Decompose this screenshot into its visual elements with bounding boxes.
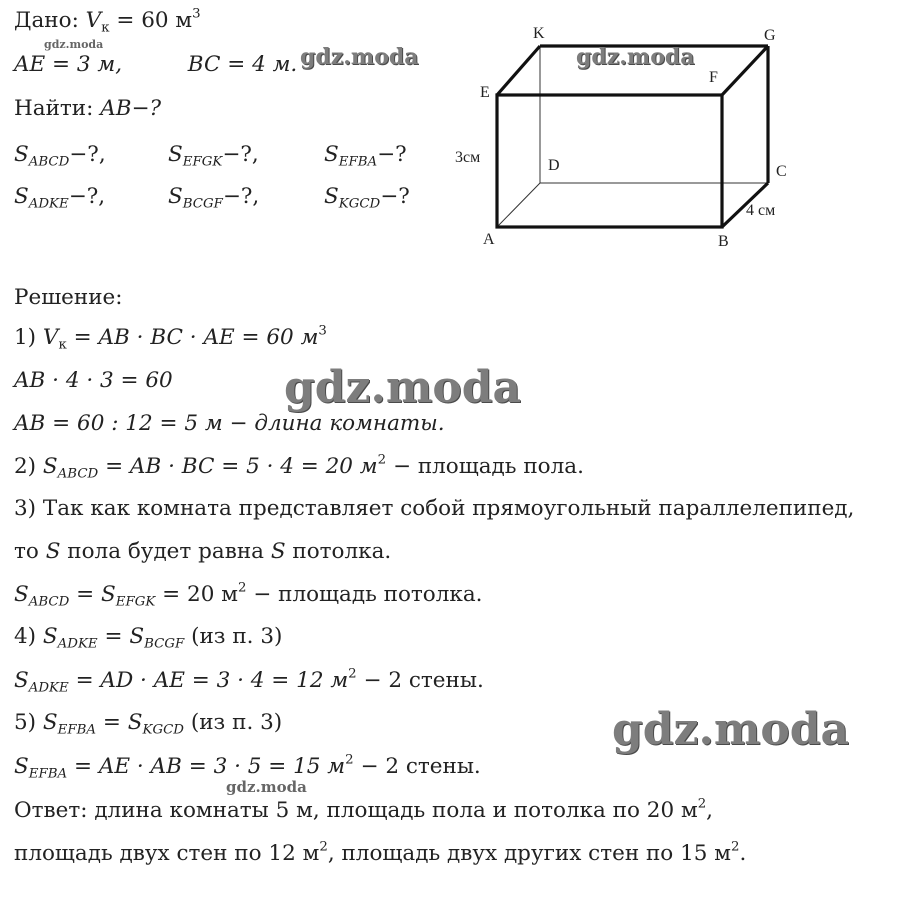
vertex-f: F bbox=[709, 69, 718, 86]
watermark-top-right: gdz.moda bbox=[576, 44, 695, 70]
edge-ad bbox=[497, 183, 540, 227]
vertex-d: D bbox=[548, 157, 560, 174]
vertex-c: C bbox=[776, 163, 787, 180]
edge-fg bbox=[722, 46, 768, 95]
hidden-edges bbox=[497, 46, 768, 227]
given-volume-line: Дано: $V_к = 60$ $м^3$ bbox=[14, 6, 201, 36]
solution-step-2: 2) $S_{ABCD}$ = AB · BC = 5 · 4 = 20 $м^2$ − площадь пола. bbox=[14, 452, 584, 482]
label-depth: 4 см bbox=[746, 202, 776, 219]
label-height: 3см bbox=[455, 149, 481, 166]
solution-step-3-line-1: 3) Так как комната представляет собой прямоугольный параллелепипед, bbox=[14, 496, 855, 521]
find-areas-row-1: $S_{ABCD}-$?, $S_{EFGK}-$?, $S_{EFBA}-$? bbox=[14, 142, 407, 170]
watermark-small-bottom: gdz.moda bbox=[226, 778, 307, 796]
solution-step-5-formula: $S_{EFBA}$ = AE · AB = 3 · 5 = 15 $м^2 - 2$ стены. bbox=[14, 752, 481, 782]
vertex-a: A bbox=[483, 231, 495, 248]
solution-heading: Решение: bbox=[14, 285, 123, 310]
front-face bbox=[497, 95, 722, 227]
answer-line-2: площадь двух стен по 12 $м^2$, площадь двух других стен по 15 $м^2$. bbox=[14, 839, 747, 866]
watermark-bottom-right: gdz.moda bbox=[612, 704, 850, 755]
watermark-top-left: gdz.moda bbox=[300, 44, 419, 70]
solution-step-1-calc: AB · 4 · 3 = 60 bbox=[14, 368, 173, 393]
vertex-e: E bbox=[480, 84, 490, 101]
solution-step-1: 1) $V_к$ = AB · BC · AE = 60 $м^3$ bbox=[14, 323, 327, 353]
edge-ek bbox=[497, 46, 540, 95]
answer-line-1: Ответ: длина комнаты 5 м, площадь пола и потолка по 20 $м^2$, bbox=[14, 796, 714, 823]
vertex-b: B bbox=[718, 233, 729, 250]
find-areas-row-2: $S_{ADKE}-$?, $S_{BCGF}-$?, $S_{KGCD}-$? bbox=[14, 184, 410, 212]
vertex-g: G bbox=[764, 27, 776, 44]
find-line: Найти: AB−? bbox=[14, 96, 162, 121]
vertex-k: K bbox=[533, 25, 545, 42]
solution-step-3-formula: $S_{ABCD} = S_{EFGK} = 20$ $м^2$ − площадь потолка. bbox=[14, 580, 483, 610]
solution-step-5: 5) $S_{EFBA} = S_{KGCD}$ (из п. 3) bbox=[14, 710, 283, 738]
solution-step-4-formula: $S_{ADKE}$ = AD · AE = 3 · 4 = 12 $м^2 - 2$ стены. bbox=[14, 666, 484, 696]
solution-step-1-result: AB = 60 : 12 = 5 м − длина комнаты. bbox=[14, 411, 445, 436]
solution-step-3-line-2: то S пола будет равна S потолка. bbox=[14, 539, 392, 564]
watermark-center: gdz.moda bbox=[284, 362, 522, 413]
solution-step-4: 4) $S_{ADKE} = S_{BCGF}$ (из п. 3) bbox=[14, 624, 283, 652]
visible-edges bbox=[497, 46, 768, 227]
watermark-small-top: gdz.moda bbox=[44, 38, 104, 51]
given-dimensions-line: AE = 3 м, BC = 4 м. bbox=[14, 52, 298, 77]
